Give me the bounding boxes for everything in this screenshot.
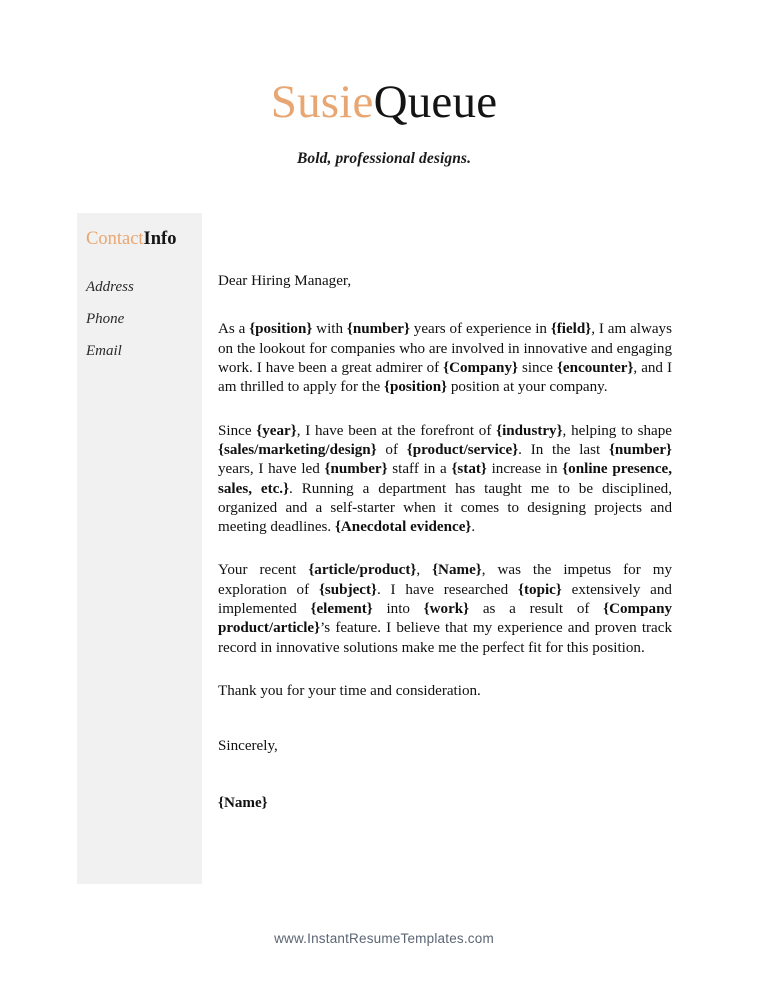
letter-salutation: Dear Hiring Manager, — [218, 273, 352, 289]
p2-text-8: increase in — [486, 461, 563, 478]
document-footer — [0, 930, 768, 948]
p2-text-7: staff in a — [387, 461, 452, 478]
p2-placeholder-anecdotal-evidence: {Anecdotal evidence} — [334, 519, 472, 536]
p3-placeholder-company-product: {Company product/article} — [218, 601, 673, 637]
p3-text-6: into — [372, 601, 424, 618]
p3-placeholder-subject: {subject} — [318, 581, 377, 598]
p3-placeholder-element: {element} — [310, 601, 373, 618]
p2-placeholder-stat: {stat} — [451, 461, 487, 478]
letter-signoff: Sincerely, — [218, 738, 278, 755]
p1-text-3: years of experience in — [409, 321, 551, 338]
brand-last-name: Queue — [373, 76, 498, 128]
p2-placeholder-year: {year} — [256, 422, 297, 439]
p2-text-6: years, I have led — [218, 461, 325, 478]
letterhead-header — [0, 78, 768, 168]
p3-placeholder-work: {work} — [423, 601, 470, 618]
p3-text-4: . I have researched — [376, 581, 519, 598]
p1-placeholder-position: {position} — [249, 321, 313, 338]
p1-text-5: since — [517, 359, 557, 376]
letter-paragraph-2 — [218, 422, 672, 538]
sidebar-title — [86, 229, 176, 249]
p2-placeholder-product-service: {product/service} — [406, 441, 519, 458]
p1-text-6: , and I am thrilled to apply for the — [218, 359, 673, 396]
p1-text-4: , I am always on the lookout for companies who are involved in innovative and engaging work. I have been a great admirer of — [218, 321, 672, 376]
p1-placeholder-field: {field} — [550, 321, 592, 338]
p1-text-1: As a — [218, 321, 250, 338]
sidebar-item-email: Email — [86, 343, 122, 359]
brand-first-name: Susie — [270, 76, 374, 128]
p2-placeholder-number: {number} — [608, 441, 673, 458]
p3-placeholder-article-product: {article/product} — [308, 562, 417, 579]
p2-placeholder-metric: {online presence, sales, etc.} — [218, 461, 672, 497]
p2-text-5: . In the last — [518, 441, 609, 458]
sidebar-item-address: Address — [86, 279, 134, 295]
p2-text-10: . — [471, 519, 476, 536]
letter-closing-thanks: Thank you for your time and consideration. — [218, 683, 481, 699]
p1-placeholder-number: {number} — [346, 321, 410, 338]
p3-text-3: , was the impetus for my exploration of — [218, 562, 672, 598]
p2-placeholder-discipline: {sales/marketing/design} — [218, 441, 377, 458]
letter-paragraph-3 — [218, 561, 672, 658]
p2-text-9: . Running a department has taught me to be disciplined, organized and a self-starter when it comes to designing projects and meeting deadlines. — [218, 480, 672, 536]
p2-text-4: of — [376, 441, 407, 458]
p3-placeholder-topic: {topic} — [518, 581, 562, 598]
p2-placeholder-industry: {industry} — [496, 422, 563, 439]
sidebar-title-strong: Info — [143, 229, 177, 249]
p3-text-1: Your recent — [218, 562, 309, 579]
p3-text-7: as a result of — [469, 601, 604, 618]
brand-name — [0, 78, 768, 127]
sidebar-item-list — [86, 280, 196, 376]
p1-text-7: position at your company. — [447, 379, 608, 396]
p2-text-3: , helping to shape — [562, 422, 672, 439]
letter-paragraph-1 — [218, 320, 672, 397]
p1-text-2: with — [312, 321, 347, 338]
p3-placeholder-name: {Name} — [432, 562, 482, 579]
p1-placeholder-position-2: {position} — [384, 379, 448, 396]
p2-text-2: , I have been at the forefront of — [296, 422, 497, 439]
cover-letter-body — [218, 272, 672, 813]
p3-text-8: ’s feature. I believe that my experience and proven track record in innovative solutions make me the perfect fit for this position. — [218, 620, 672, 656]
letter-signature: {Name} — [218, 794, 268, 811]
p1-placeholder-encounter: {encounter} — [556, 359, 634, 376]
brand-tagline: Bold, professional designs. — [296, 150, 472, 168]
p3-text-5: extensively and implemented — [218, 581, 672, 618]
p2-text-1: Since — [218, 422, 257, 439]
p2-placeholder-number-2: {number} — [324, 461, 388, 478]
contact-info-sidebar — [77, 213, 202, 884]
sidebar-item-phone: Phone — [86, 311, 125, 327]
p3-text-2: , — [416, 562, 433, 579]
sidebar-title-accent: Contact — [86, 229, 144, 249]
footer-website-link[interactable]: www.InstantResumeTemplates.com — [274, 931, 494, 946]
p1-placeholder-company: {Company} — [443, 359, 518, 376]
